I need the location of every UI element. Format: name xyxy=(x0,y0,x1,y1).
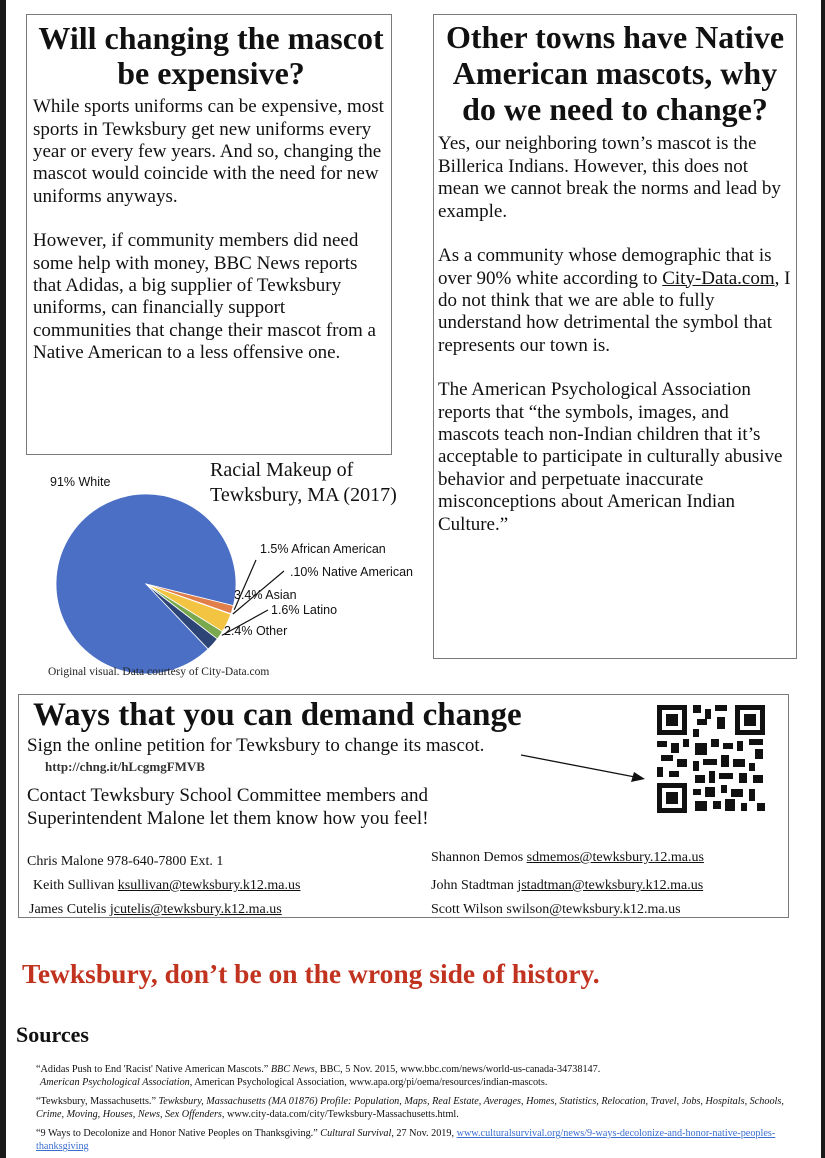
source-apa xyxy=(18,1076,808,1089)
other-towns-box xyxy=(433,14,797,659)
label-native-american: .10% Native American xyxy=(290,565,413,579)
paragraph-2-text-a: As a community whose demographic that is over 90% white according to xyxy=(438,245,772,289)
contact-keith-sullivan xyxy=(27,879,300,893)
label-asian: 3.4% Asian xyxy=(234,588,297,602)
contact-phone: 978-640-7800 Ext. 1 xyxy=(107,854,224,869)
pie-chart-area xyxy=(10,455,430,685)
contact-text: Contact Tewksbury School Committee members and Superintendent Malone let them know how you feel! xyxy=(27,785,429,829)
contact-email[interactable]: ksullivan@tewksbury.k12.ma.us xyxy=(117,878,301,893)
contact-email[interactable]: jstadtman@tewksbury.k12.ma.us xyxy=(517,878,704,893)
source-bbc xyxy=(18,1063,808,1076)
contact-email[interactable]: jcutelis@tewksbury.k12.ma.us xyxy=(109,902,282,917)
chart-title-line-2: Tewksbury, MA (2017) xyxy=(210,484,397,506)
contact-scott-wilson xyxy=(431,903,704,917)
source-title: “9 Ways to Decolonize and Honor Native Peoples on Thanksgiving.” xyxy=(36,1128,318,1140)
contact-email[interactable]: sdmemos@tewksbury.12.ma.us xyxy=(526,850,704,865)
pie-chart xyxy=(10,455,430,685)
sources-heading: Sources xyxy=(16,1022,89,1047)
other-towns-paragraph-3: The American Psychological Association reports that “the symbols, images, and mascots teach non-Indian children that it’s acceptable to participate in culturally abusive behavior and perpetuate inaccurate misconceptions about American Indian Culture.” xyxy=(438,379,783,535)
leader-line-african-american xyxy=(234,560,256,610)
paragraph-2-text-b: , I do not think that we are able to fully understand how detrimental the symbol that represents our town is. xyxy=(438,267,791,356)
tagline: Tewksbury, don’t be on the wrong side of history. xyxy=(22,958,600,989)
label-other: 2.4% Other xyxy=(224,624,288,638)
source-detail: , American Psychological Association, www.apa.org/pi/oema/resources/indian-mascots. xyxy=(189,1077,548,1089)
source-link[interactable]: www.culturalsurvival.org/news/9-ways-decolonize-and-honor-native-peoples-thanksgiving xyxy=(36,1128,776,1153)
source-title: “Tewksbury, Massachusetts.” xyxy=(36,1096,156,1108)
label-white: 91% White xyxy=(50,475,111,489)
contact-shannon-demos xyxy=(431,851,704,865)
contact-name: Keith Sullivan xyxy=(33,878,115,893)
source-detail: , BBC, 5 Nov. 2015, www.bbc.com/news/world-us-canada-34738147. xyxy=(314,1064,601,1075)
chart-title-line-1: Racial Makeup of xyxy=(210,459,354,481)
petition-text: Sign the online petition for Tewksbury to change its mascot. xyxy=(27,735,485,756)
contact-james-cutelis xyxy=(27,903,300,917)
other-towns-paragraph-2 xyxy=(438,245,792,357)
contact-name: Scott Wilson xyxy=(431,902,503,917)
action-box xyxy=(18,694,789,918)
chart-caption: Original visual. Data courtesy of City-Data.com xyxy=(48,666,270,678)
source-publication: Tewksbury, Massachusetts (MA 01876) Profile: Population, Maps, Real Estate, Averages, Homes, Statistics, Relocation, Travel, Jobs, Hospitals, Schools, Crime, Moving, Houses, News, Sex Offenders xyxy=(36,1096,784,1121)
contacts-right xyxy=(431,851,704,917)
source-city-data xyxy=(18,1095,808,1121)
expense-paragraph-2: However, if community members did need some help with money, BBC News reports that Adidas, a big supplier of Tewksbury uniforms, can financially support communities that change their mascot from a Native American to a less offensive one. xyxy=(33,230,376,364)
contacts-left xyxy=(27,855,300,917)
contact-name: James Cutelis xyxy=(29,902,107,917)
contact-name: Shannon Demos xyxy=(431,850,524,865)
label-african-american: 1.5% African American xyxy=(260,542,386,556)
expense-box xyxy=(26,14,392,455)
contact-john-stadtman xyxy=(431,879,704,893)
qr-code-icon[interactable] xyxy=(655,703,767,815)
source-publication: BBC News xyxy=(270,1064,315,1075)
expense-paragraph-1: While sports uniforms can be expensive, most sports in Tewksbury get new uniforms every year or every few years. And so, changing the mascot would coincide with the need for new uniforms anyways. xyxy=(33,96,384,207)
contact-name: John Stadtman xyxy=(431,878,514,893)
arrow-right-icon xyxy=(519,751,649,783)
contact-chris-malone xyxy=(27,855,300,869)
source-cultural-survival xyxy=(18,1127,808,1153)
source-title: “Adidas Push to End 'Racist' Native American Mascots.” xyxy=(36,1064,269,1075)
right-border xyxy=(821,0,825,1158)
sources-list xyxy=(18,1063,808,1153)
contact-email[interactable]: swilson@tewksbury.k12.ma.us xyxy=(506,902,681,917)
label-latino: 1.6% Latino xyxy=(271,603,338,617)
source-publication: Cultural Survival xyxy=(320,1128,392,1140)
expense-heading: Will changing the mascot be expensive? xyxy=(38,20,384,91)
other-towns-heading: Other towns have Native American mascots, why do we need to change? xyxy=(445,19,785,128)
city-data-link[interactable]: City-Data.com xyxy=(662,267,775,289)
contact-name: Chris Malone xyxy=(27,854,104,869)
other-towns-paragraph-1: Yes, our neighboring town’s mascot is the Billerica Indians. However, this does not mean we cannot break the norms and lead by example. xyxy=(438,133,781,222)
petition-link[interactable]: http://chng.it/hLcgmgFMVB xyxy=(45,759,205,774)
left-border xyxy=(0,0,6,1158)
action-heading: Ways that you can demand change xyxy=(33,697,522,733)
source-detail: , 27 Nov. 2019, xyxy=(391,1128,457,1140)
source-publication: American Psychological Association xyxy=(40,1077,190,1089)
source-detail: , www.city-data.com/city/Tewksbury-Massachusetts.html. xyxy=(221,1109,459,1121)
